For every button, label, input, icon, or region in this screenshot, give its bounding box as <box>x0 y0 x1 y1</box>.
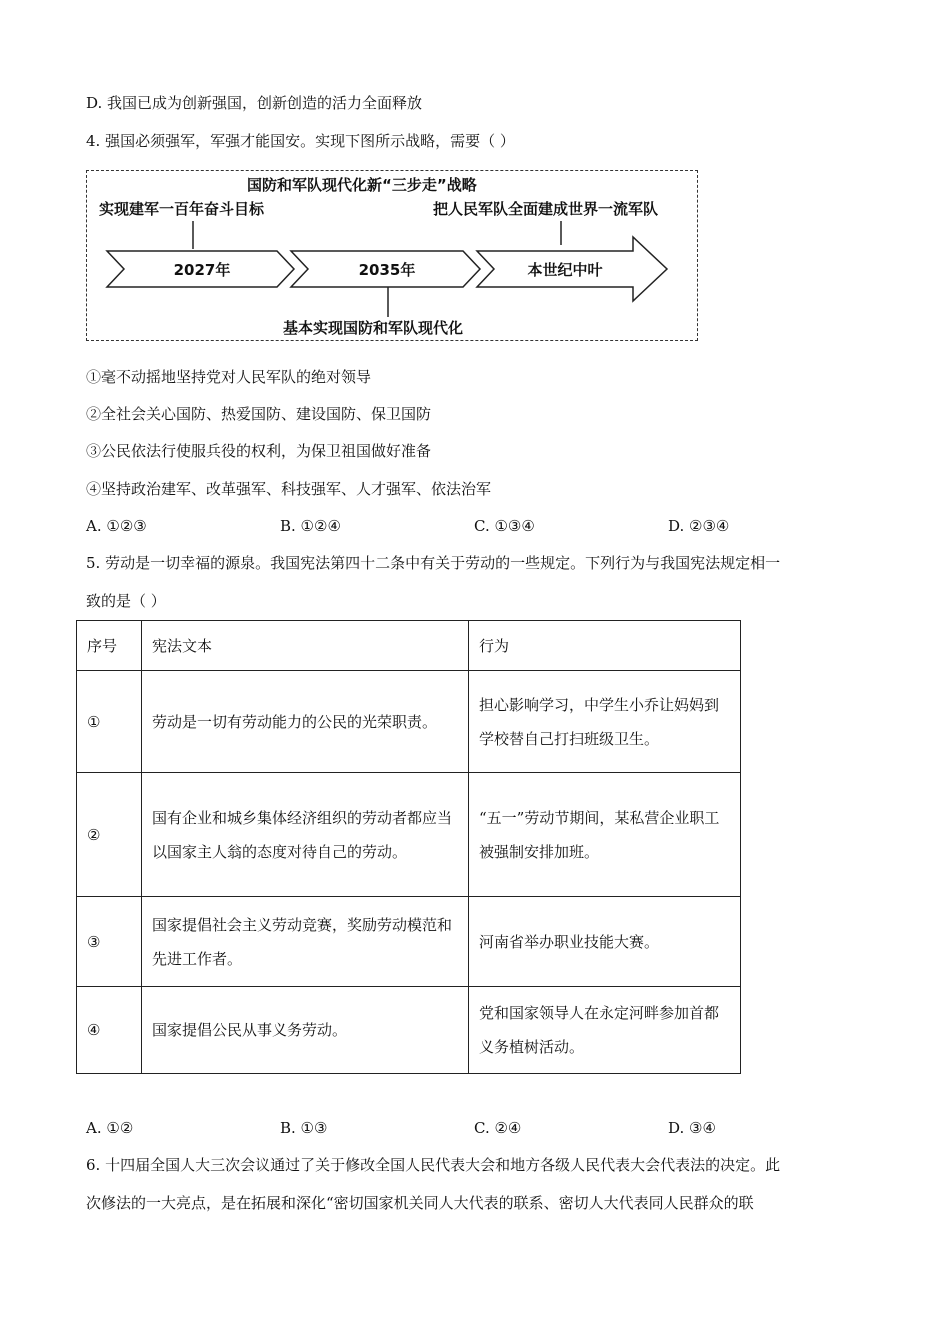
constitution-table <box>76 620 741 1074</box>
row-number: ① <box>77 671 142 773</box>
row-number: ④ <box>77 987 142 1074</box>
row-behavior: 担心影响学习，中学生小乔让妈妈到学校替自己打扫班级卫生。 <box>469 671 741 773</box>
row-behavior: 河南省举办职业技能大赛。 <box>469 897 741 987</box>
q4-option-a[interactable]: A. ①②③ <box>86 517 147 535</box>
q5-option-a[interactable]: A. ①② <box>86 1119 134 1137</box>
q5-option-d[interactable]: D. ③④ <box>668 1119 716 1137</box>
question-6-stem-line-2: 次修法的一大亮点，是在拓展和深化“密切国家机关同人大代表的联系、密切人大代表同人民群众的联 <box>86 1194 754 1212</box>
q4-option-b[interactable]: B. ①②④ <box>280 517 341 535</box>
q5-option-c[interactable]: C. ②④ <box>474 1119 522 1137</box>
question-5-stem-line-2: 致的是（ ） <box>86 592 166 610</box>
stage-mid-century-label: 本世纪中叶 <box>527 261 603 279</box>
header-text: 宪法文本 <box>142 621 469 671</box>
q4-option-d[interactable]: D. ②③④ <box>668 517 730 535</box>
q4-statement-3: ③公民依法行使服兵役的权利，为保卫祖国做好准备 <box>86 442 432 460</box>
q4-statement-4: ④坚持政治建军、改革强军、科技强军、人才强军、依法治军 <box>86 480 492 498</box>
row-number: ③ <box>77 897 142 987</box>
diagram-top-left-label: 实现建军一百年奋斗目标 <box>99 200 265 218</box>
row-behavior: 党和国家领导人在永定河畔参加首都义务植树活动。 <box>469 987 741 1074</box>
q4-statement-1: ①毫不动摇地坚持党对人民军队的绝对领导 <box>86 368 372 386</box>
diagram-top-right-label: 把人民军队全面建成世界一流军队 <box>433 200 659 218</box>
row-number: ② <box>77 773 142 897</box>
row-law-text: 国家提倡社会主义劳动竞赛，奖励劳动模范和先进工作者。 <box>142 897 469 987</box>
row-law-text: 劳动是一切有劳动能力的公民的光荣职责。 <box>142 671 469 773</box>
q4-option-c[interactable]: C. ①③④ <box>474 517 535 535</box>
question-6-stem-line-1: 6. 十四届全国人大三次会议通过了关于修改全国人民代表大会和地方各级人民代表大会代表法的决定。此 <box>86 1156 781 1174</box>
table-row <box>77 773 741 897</box>
row-law-text: 国家提倡公民从事义务劳动。 <box>142 987 469 1074</box>
row-law-text: 国有企业和城乡集体经济组织的劳动者都应当以国家主人翁的态度对待自己的劳动。 <box>142 773 469 897</box>
option-d-q3: D. 我国已成为创新强国，创新创造的活力全面释放 <box>86 94 423 112</box>
table-header-row <box>77 621 741 671</box>
stage-2027-label: 2027年 <box>173 261 231 279</box>
table-row <box>77 671 741 773</box>
table-row <box>77 987 741 1074</box>
header-no: 序号 <box>77 621 142 671</box>
strategy-diagram <box>86 170 698 341</box>
diagram-bottom-label: 基本实现国防和军队现代化 <box>283 319 464 337</box>
diagram-title: 国防和军队现代化新“三步走”战略 <box>247 176 477 194</box>
header-act: 行为 <box>469 621 741 671</box>
q4-statement-2: ②全社会关心国防、热爱国防、建设国防、保卫国防 <box>86 405 432 423</box>
table-row <box>77 897 741 987</box>
row-behavior: “五一”劳动节期间，某私营企业职工被强制安排加班。 <box>469 773 741 897</box>
question-4-stem: 4. 强国必须强军，军强才能国安。实现下图所示战略，需要（ ） <box>86 132 515 150</box>
question-5-stem-line-1: 5. 劳动是一切幸福的源泉。我国宪法第四十二条中有关于劳动的一些规定。下列行为与我国宪法规定相一 <box>86 554 781 572</box>
q5-option-b[interactable]: B. ①③ <box>280 1119 328 1137</box>
stage-2035-label: 2035年 <box>358 261 416 279</box>
